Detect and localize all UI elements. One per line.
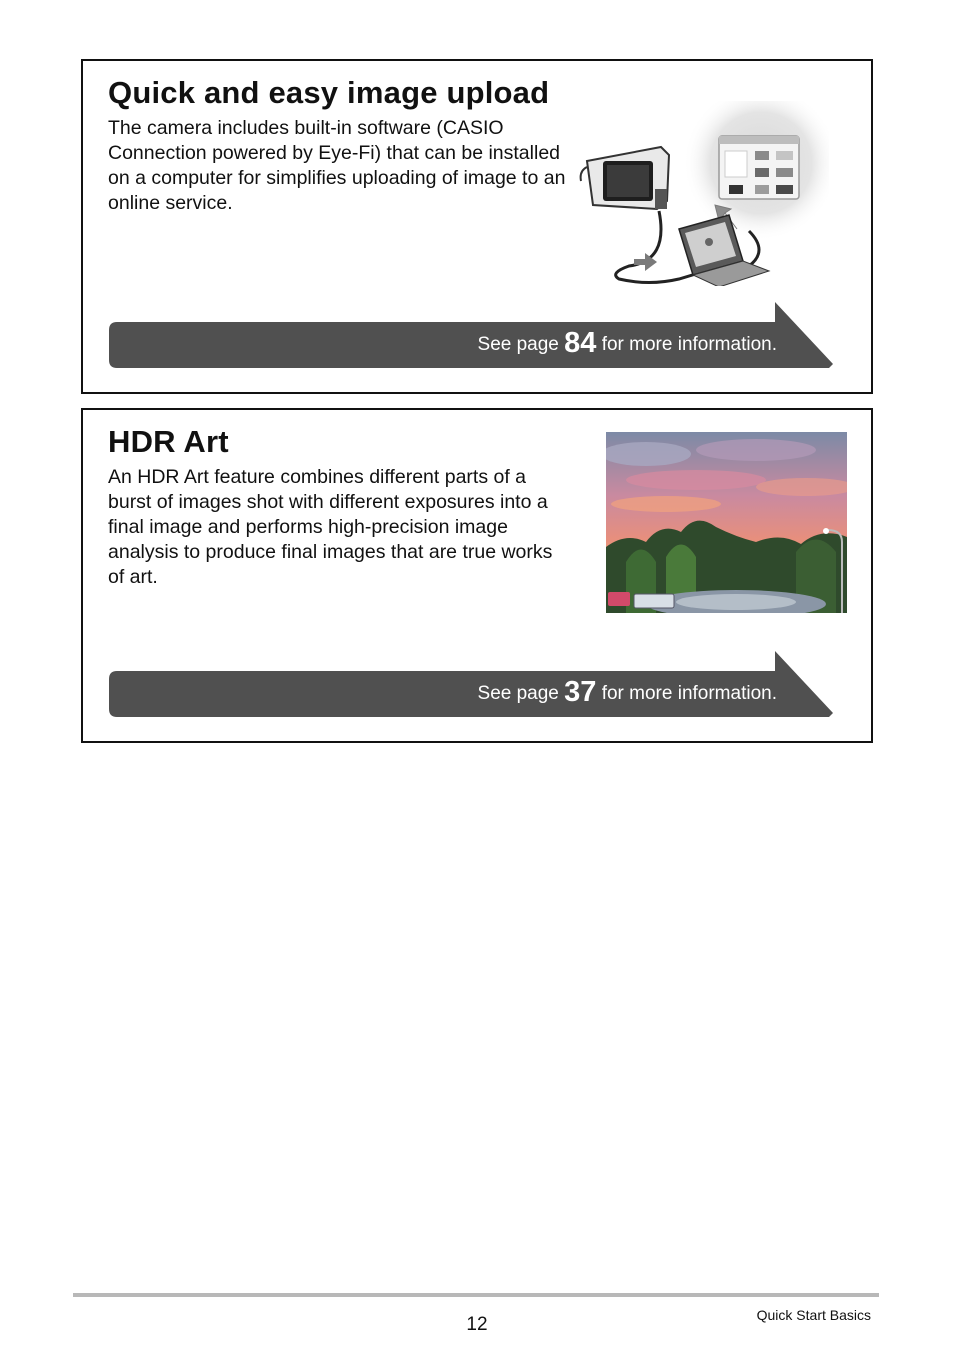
footer-divider — [73, 1293, 879, 1297]
reference-prefix: See page — [477, 683, 559, 704]
page-reference-text — [478, 325, 777, 358]
page-reference-text — [478, 674, 777, 707]
upload-feature-box — [81, 59, 873, 394]
section-body: An HDR Art feature combines different parts of a burst of images shot with different exposures into a final image and performs high-precision image analysis to produce final images that are true works of art. — [108, 466, 553, 588]
camera-icon — [581, 147, 669, 209]
reference-page-number: 84 — [564, 327, 597, 359]
reference-suffix: for more information. — [601, 334, 777, 355]
section-body: The camera includes built-in software (CASIO Connection powered by Eye-Fi) that can be installed on a computer for simplifies uploading of image to an online service. — [108, 117, 566, 214]
reference-prefix: See page — [477, 334, 559, 355]
hdr-art-sample-photo — [606, 432, 847, 613]
reference-suffix: for more information. — [601, 683, 777, 704]
hdr-art-feature-box — [81, 408, 873, 743]
upload-illustration — [579, 101, 829, 286]
online-service-icon — [719, 136, 799, 199]
reference-page-number: 37 — [564, 676, 597, 708]
section-title: HDR Art — [108, 424, 229, 459]
section-title: Quick and easy image upload — [108, 75, 550, 110]
page-number: 12 — [466, 1314, 488, 1335]
page-reference-banner — [109, 302, 833, 368]
page-reference-banner — [109, 651, 833, 717]
footer-section-label: Quick Start Basics — [756, 1307, 871, 1323]
